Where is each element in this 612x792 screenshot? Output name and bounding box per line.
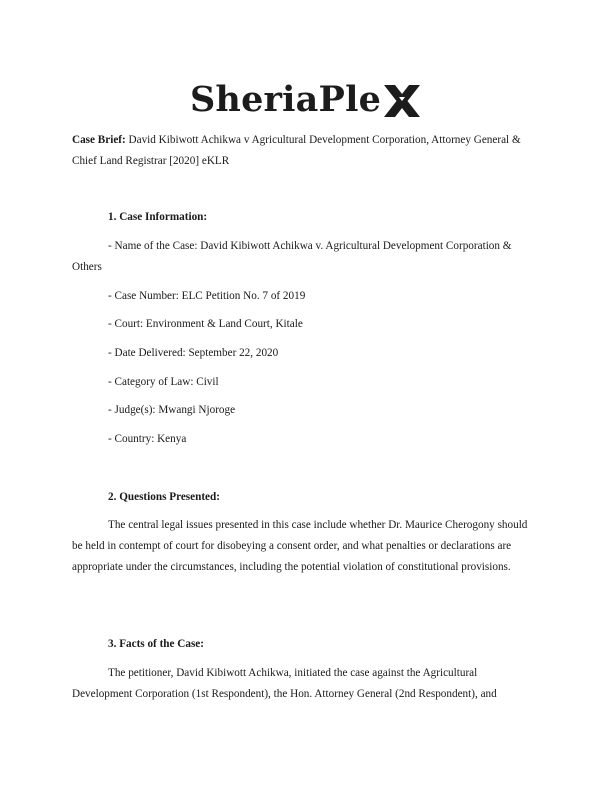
case-country: - Country: Kenya [108, 433, 187, 445]
logo-text: SheriaPle [189, 79, 382, 120]
x-mark-icon [382, 84, 422, 118]
section-heading-case-information: 1. Case Information: [108, 211, 208, 223]
case-judge: - Judge(s): Mwangi Njoroge [108, 404, 236, 416]
section-heading-facts: 3. Facts of the Case: [108, 638, 205, 650]
questions-paragraph: The central legal issues presented in this case include whether Dr. Maurice Cherogony should be held in contempt of court for disobeying a consent order, and what penalties or declarations are appropriate under the circumstances, including the potential violation of constitutional provisions. [72, 519, 528, 573]
case-category: - Category of Law: Civil [108, 376, 219, 388]
case-brief-label: Case Brief: [72, 134, 126, 146]
facts-paragraph: The petitioner, David Kibiwott Achikwa, initiated the case against the Agricultural Development Corporation (1st Respondent), the Hon. Attorney General (2nd Respondent), and [72, 667, 497, 700]
case-number: - Case Number: ELC Petition No. 7 of 2019 [108, 290, 306, 302]
case-date: - Date Delivered: September 22, 2020 [108, 347, 279, 359]
logo [0, 76, 612, 124]
case-brief-title [72, 130, 540, 172]
case-court: - Court: Environment & Land Court, Kitale [108, 318, 303, 330]
case-brief-text: David Kibiwott Achikwa v Agricultural Development Corporation, Attorney General & Chief Land Registrar [2020] eKLR [72, 134, 521, 167]
case-name: - Name of the Case: David Kibiwott Achikwa v. Agricultural Development Corporation & Others [72, 240, 512, 273]
section-heading-questions-presented: 2. Questions Presented: [108, 491, 220, 503]
